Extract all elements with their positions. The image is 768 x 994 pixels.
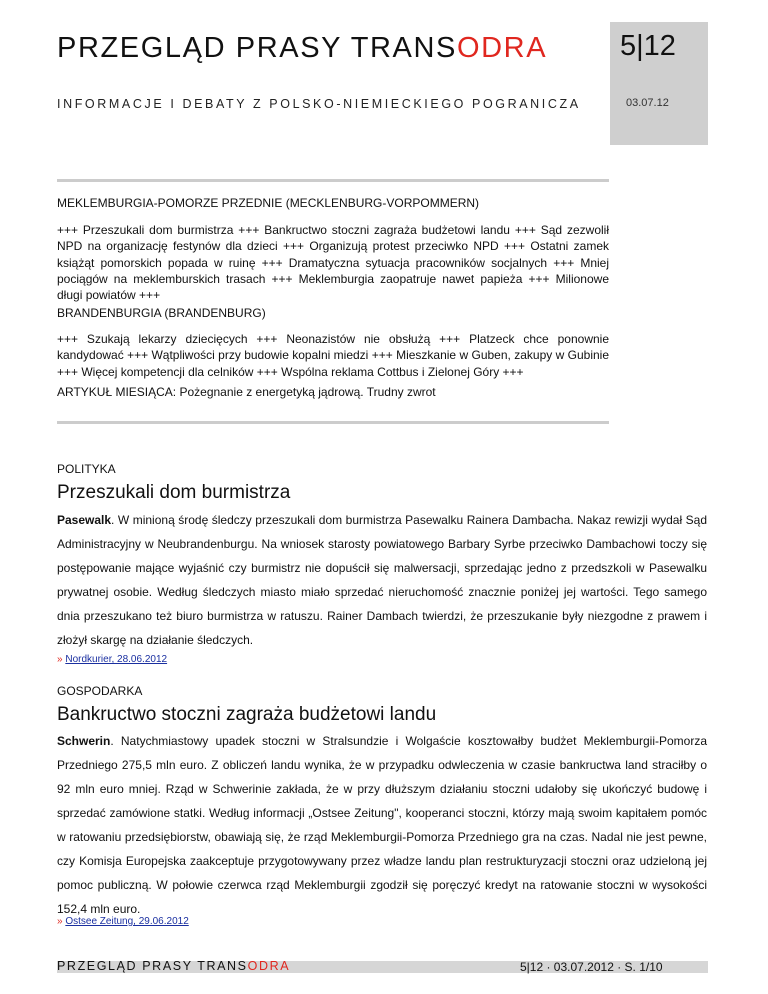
article-category: POLITYKA (57, 462, 116, 476)
toc-region1-items: +++ Przeszukali dom burmistrza +++ Bankructwo stoczni zagraża budżetowi landu +++ Sąd zezwolił NPD na organizację festynów dla dzieci +++ Organizują protest przeciwko NPD +++ Ostatni zamek książąt pomorskich popada w ruinę +++ Dramatyczna sytuacja pracowników socjalnych +++ Mniej pociągów na meklemburskich trasach +++ Meklemburgia zaopatruje nawet papieża +++ Milionowe długi powiatów +++ (57, 223, 609, 303)
article-text: . W minioną środę śledczy przeszukali dom burmistrza Pasewalku Rainera Dambacha. Nakaz rewizji wydał Sąd Administracyjny w Neubrandenburgu. Na wniosek starosty powiatowego Barbary Syrbe przeciwko Dambachowi toczy się postępowanie mające wyjaśnić czy burmistrz nie dopuścił się malwersacji, sprzedając jedno z przedszkoli w Pasewalku prywatnej osobie. Według śledczych miasto miało sprzedać nieruchomość znacznie poniżej jej wartości. Tego samego dnia przeszukano też biuro burmistrza w ratuszu. Rainer Dambach twierdzi, że przeszukanie były niezgodne z prawem i złożył skargę na działanie śledczych. (57, 513, 707, 647)
footer-title-main: PRZEGLĄD PRASY TRANS (57, 959, 248, 973)
article-place: Schwerin (57, 734, 111, 748)
toc-region1-title: MEKLEMBURGIA-POMORZE PRZEDNIE (MECKLENBURG-VORPOMMERN) (57, 196, 480, 210)
title-main: PRZEGLĄD PRASY TRANS (57, 32, 457, 64)
source-link[interactable]: Ostsee Zeitung, 29.06.2012 (65, 916, 189, 927)
issue-number: 5|12 (620, 30, 676, 62)
article-body (57, 729, 707, 921)
footer-page-info: 5|12 · 03.07.2012 · S. 1/10 (520, 960, 663, 974)
toc-top-rule (57, 179, 609, 182)
toc-region2-title: BRANDENBURGIA (BRANDENBURG) (57, 306, 266, 320)
issue-date: 03.07.12 (626, 97, 669, 109)
title-accent: ODRA (456, 32, 548, 64)
footer-title (57, 959, 290, 973)
toc-bottom-rule (57, 421, 609, 424)
article-body (57, 508, 707, 652)
footer-title-accent: ODRA (247, 959, 291, 973)
article-category: GOSPODARKA (57, 684, 143, 698)
article-headline: Przeszukali dom burmistrza (57, 482, 291, 503)
article-source (57, 654, 167, 665)
toc-article-of-month: ARTYKUŁ MIESIĄCA: Pożegnanie z energetyką jądrową. Trudny zwrot (57, 385, 436, 399)
toc-region2-items: +++ Szukają lekarzy dziecięcych +++ Neonazistów nie obsłużą +++ Platzeck chce ponownie kandydować +++ Wątpliwości przy budowie kopalni miedzi +++ Mieszkanie w Guben, zakupy w Gubinie +++ Więcej kompetencji dla celników +++ Wspólna reklama Cottbus i Zielonej Góry +++ (57, 332, 609, 379)
article-headline: Bankructwo stoczni zagraża budżetowi landu (57, 704, 437, 725)
publication-subtitle: INFORMACJE I DEBATY Z POLSKO-NIEMIECKIEGO POGRANICZA (57, 97, 581, 111)
source-link[interactable]: Nordkurier, 28.06.2012 (65, 654, 168, 665)
publication-title (57, 32, 547, 65)
article-place: Pasewalk (57, 513, 112, 527)
article-source (57, 916, 189, 927)
article-text: . Natychmiastowy upadek stoczni w Stralsundzie i Wolgaście kosztowałby budżet Meklemburgii-Pomorza Przedniego 275,5 mln euro. Z obliczeń landu wynika, że w przypadku odwleczenia w czasie bankructwa land straciłby o 92 mln euro mniej. Rząd w Schwerinie zakłada, że w przy dłuższym działaniu stoczni udałoby się ukończyć budowę i sprzedać zamówione statki. Według informacji „Ostsee Zeitung", kooperanci stoczni, którzy mają swoim kapitałem pomóc w ratowaniu przedsiębiorstw, obawiają się, że rząd Meklemburgii-Pomorza Przedniego gra na czas. Nadal nie jest pewne, czy Komisja Europejska zaakceptuje przygotowywany przez władze landu plan restrukturyzacji stoczni oraz udzieloną jej pomoc publiczną. W połowie czerwca rząd Meklemburgii zgodził się poręczyć kredyt na ratowanie stoczni w wysokości 152,4 mln euro. (57, 734, 707, 916)
source-marker-icon: » (57, 916, 63, 927)
source-marker-icon: » (57, 654, 63, 665)
